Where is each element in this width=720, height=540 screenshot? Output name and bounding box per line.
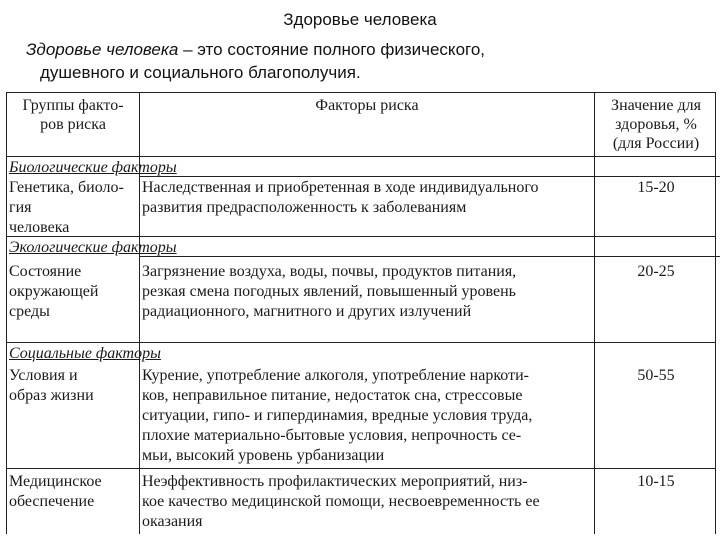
factor-line: мьи, высокий уровень урбанизации [142, 447, 385, 464]
definition-text [26, 38, 706, 84]
group-line: образ жизни [9, 387, 94, 404]
group-line: Состояние [9, 263, 82, 280]
value-social: 50-55 [637, 367, 675, 384]
factor-line: кое качество медицинской помощи, несвоевременность ее [142, 493, 540, 510]
header-value-line: (для России) [612, 135, 700, 152]
definition-line2: душевного и социального благополучия. [40, 63, 361, 82]
factor-line: Неэффективность профилактических мероприятий, низ- [142, 473, 528, 490]
definition-term: Здоровье человека [26, 40, 179, 59]
value-biological: 15-20 [637, 179, 675, 196]
section-title-social: Социальные факторы [9, 345, 161, 362]
header-group-line: Группы факто- [22, 97, 124, 114]
header-divider [6, 156, 716, 157]
value-ecological: 20-25 [637, 263, 675, 280]
section-title-biological: Биологические факторы [9, 159, 177, 176]
section-divider-social [6, 342, 716, 343]
slide-title: Здоровье человека [283, 10, 437, 29]
factor-line: ситуации, гипо- и гипердинамия, вредные условия труда, [142, 407, 533, 424]
group-ecological [9, 262, 137, 322]
group-line: человека [9, 219, 70, 236]
header-factors: Факторы риска [315, 97, 419, 114]
factor-line: ков, неправильное питание, недостаток сна, стрессовые [142, 387, 523, 404]
risk-factors-table [6, 92, 716, 534]
value-medical: 10-15 [637, 473, 675, 490]
factor-line: Загрязнение воздуха, воды, почвы, продуктов питания, [142, 263, 517, 280]
group-line: Генетика, биоло- [9, 179, 124, 196]
factors-social [142, 366, 592, 466]
group-line: окружающей [9, 283, 99, 300]
group-line: гия [9, 199, 32, 216]
factor-line: резкая смена погодных явлений, повышенный уровень [142, 283, 516, 300]
eco-row-top-rule [139, 256, 720, 257]
factors-ecological [142, 262, 592, 322]
table-border-top [6, 92, 716, 93]
section-divider-medical [6, 468, 716, 469]
factor-line: Наследственная и приобретенная в ходе индивидуального [142, 179, 539, 196]
group-line: Условия и [9, 367, 78, 384]
factor-line: радиационного, магнитного и других излучений [142, 303, 472, 320]
group-line: обеспечение [9, 493, 95, 510]
header-group-line: ров риска [40, 116, 106, 133]
group-line: среды [9, 303, 50, 320]
header-value [596, 96, 716, 153]
group-line: Медицинское [9, 473, 102, 490]
header-value-line: Значение для [611, 97, 701, 114]
header-value-line: здоровья, % [615, 116, 697, 133]
bio-row-top-rule [139, 176, 720, 177]
factors-biological [142, 178, 592, 218]
section-title-ecological: Экологические факторы [9, 239, 177, 256]
factor-line: плохие материально-бытовые условия, непрочность се- [142, 427, 522, 444]
group-medical [9, 472, 137, 512]
factor-line: Курение, употребление алкоголя, употребление наркоти- [142, 367, 529, 384]
group-social [9, 366, 137, 406]
header-group [9, 96, 137, 134]
factors-medical [142, 472, 592, 532]
definition-rest: – это состояние полного физического, [178, 40, 486, 59]
factor-line: оказания [142, 513, 203, 530]
factor-line: развития предрасположенность к заболеваниям [142, 199, 467, 216]
group-biological [9, 178, 137, 238]
